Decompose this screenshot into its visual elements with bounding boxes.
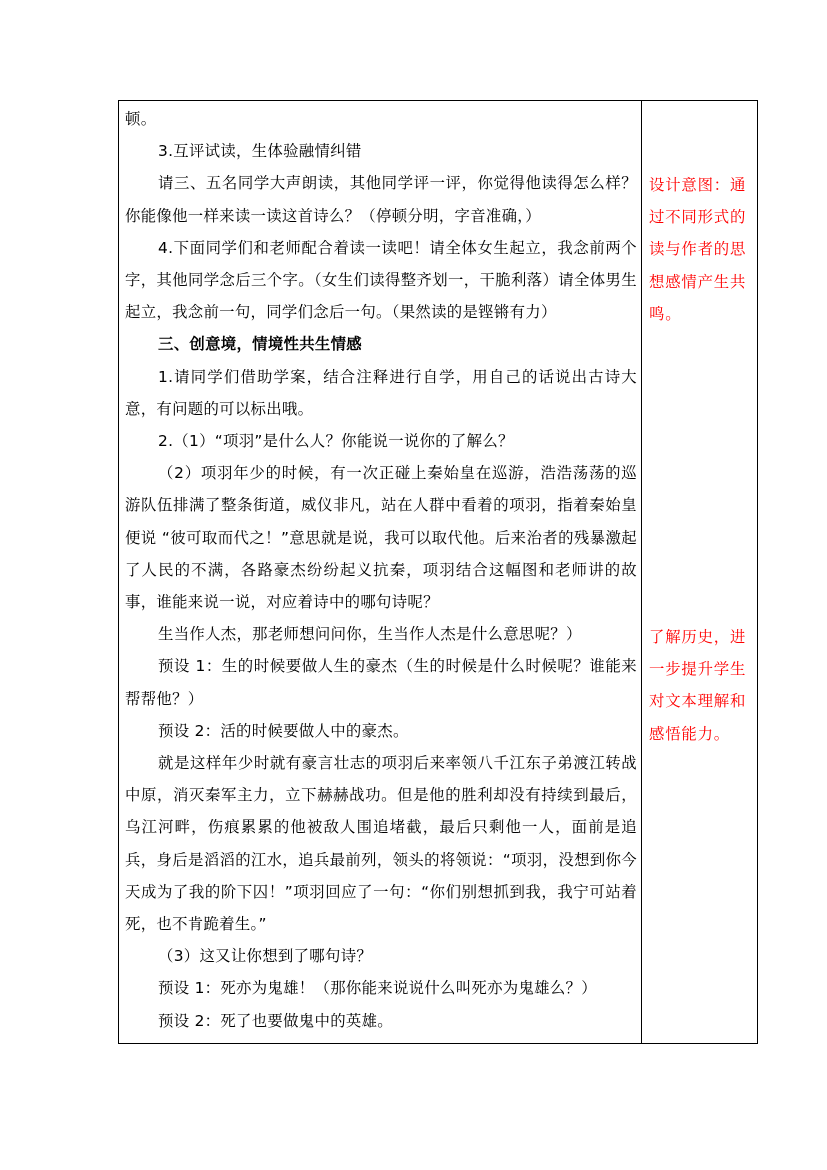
design-intent-column	[649, 101, 753, 1043]
column-divider	[641, 101, 642, 1043]
paragraph-15: 预设 2：死了也要做鬼中的英雄。	[158, 1011, 393, 1030]
paragraph-13: （3）这又让你想到了哪句诗？	[158, 947, 373, 966]
teaching-process-column	[125, 103, 637, 1037]
paragraph-2: 3.互评试读，生体验融情纠错	[158, 142, 362, 161]
paragraph-7: 2.（1）“项羽”是什么人？你能说一说你的了解么？	[158, 432, 514, 451]
paragraph-3: 请三、五名同学大声朗读，其他同学评一评，你觉得他读得怎么样？你能像他一样来读一读这首诗么？（停顿分明，字音准确，）	[125, 174, 637, 225]
paragraph-10: 预设 1：生的时候要做人生的豪杰（生的时候是什么时候呢？谁能来帮帮他？）	[125, 657, 637, 708]
paragraph-11: 预设 2：活的时候要做人中的豪杰。	[158, 721, 409, 740]
lesson-plan-table	[118, 100, 758, 1044]
paragraph-6: 1.请同学们借助学案，结合注释进行自学，用自己的话说出古诗大意，有问题的可以标出哦。	[125, 367, 637, 418]
paragraph-1: 顿。	[125, 110, 157, 128]
paragraph-9: 生当作人杰，那老师想问问你，生当作人杰是什么意思呢？）	[158, 625, 582, 644]
paragraph-12: 就是这样年少时就有豪言壮志的项羽后来率领八千江东子弟渡江转战中原，消灭秦军主力，立下赫赫战功。但是他的胜利却没有持续到最后，乌江河畔，伤痕累累的他被敌人围追堵截，最后只剩他一人，面前是追兵，身后是滔滔的江水，追兵最前列，领头的将领说：“项羽，没想到你今天成为了我的阶下囚！”项羽回应了一句：“你们别想抓到我，我宁可站着死，也不肯跪着生。”	[125, 754, 637, 934]
section-heading: 三、创意境，情境性共生情感	[158, 335, 362, 354]
paragraph-8: （2）项羽年少的时候，有一次正碰上秦始皇在巡游，浩浩荡荡的巡游队伍排满了整条街道，威仪非凡，站在人群中看着的项羽，指着秦始皇便说 “彼可取而代之！”意思就是说，我可以取代他。后来治者的残暴激起了人民的不满，各路豪杰纷纷起义抗秦，项羽结合这幅图和老师讲的故事，谁能来说一说，对应着诗中的哪句诗呢？	[125, 464, 637, 612]
design-intent-note-1: 设计意图：通过不同形式的读与作者的思想感情产生共鸣。	[649, 176, 747, 323]
design-intent-note-2: 了解历史，进一步提升学生对文本理解和感悟能力。	[649, 628, 747, 743]
paragraph-14: 预设 1：死亦为鬼雄！（那你能来说说什么叫死亦为鬼雄么？）	[158, 979, 597, 998]
paragraph-4: 4.下面同学们和老师配合着读一读吧！请全体女生起立，我念前两个字，其他同学念后三个字。（女生们读得整齐划一，干脆利落）请全体男生起立，我念前一句，同学们念后一句。（果然读的是铿锵有力）	[125, 238, 637, 322]
